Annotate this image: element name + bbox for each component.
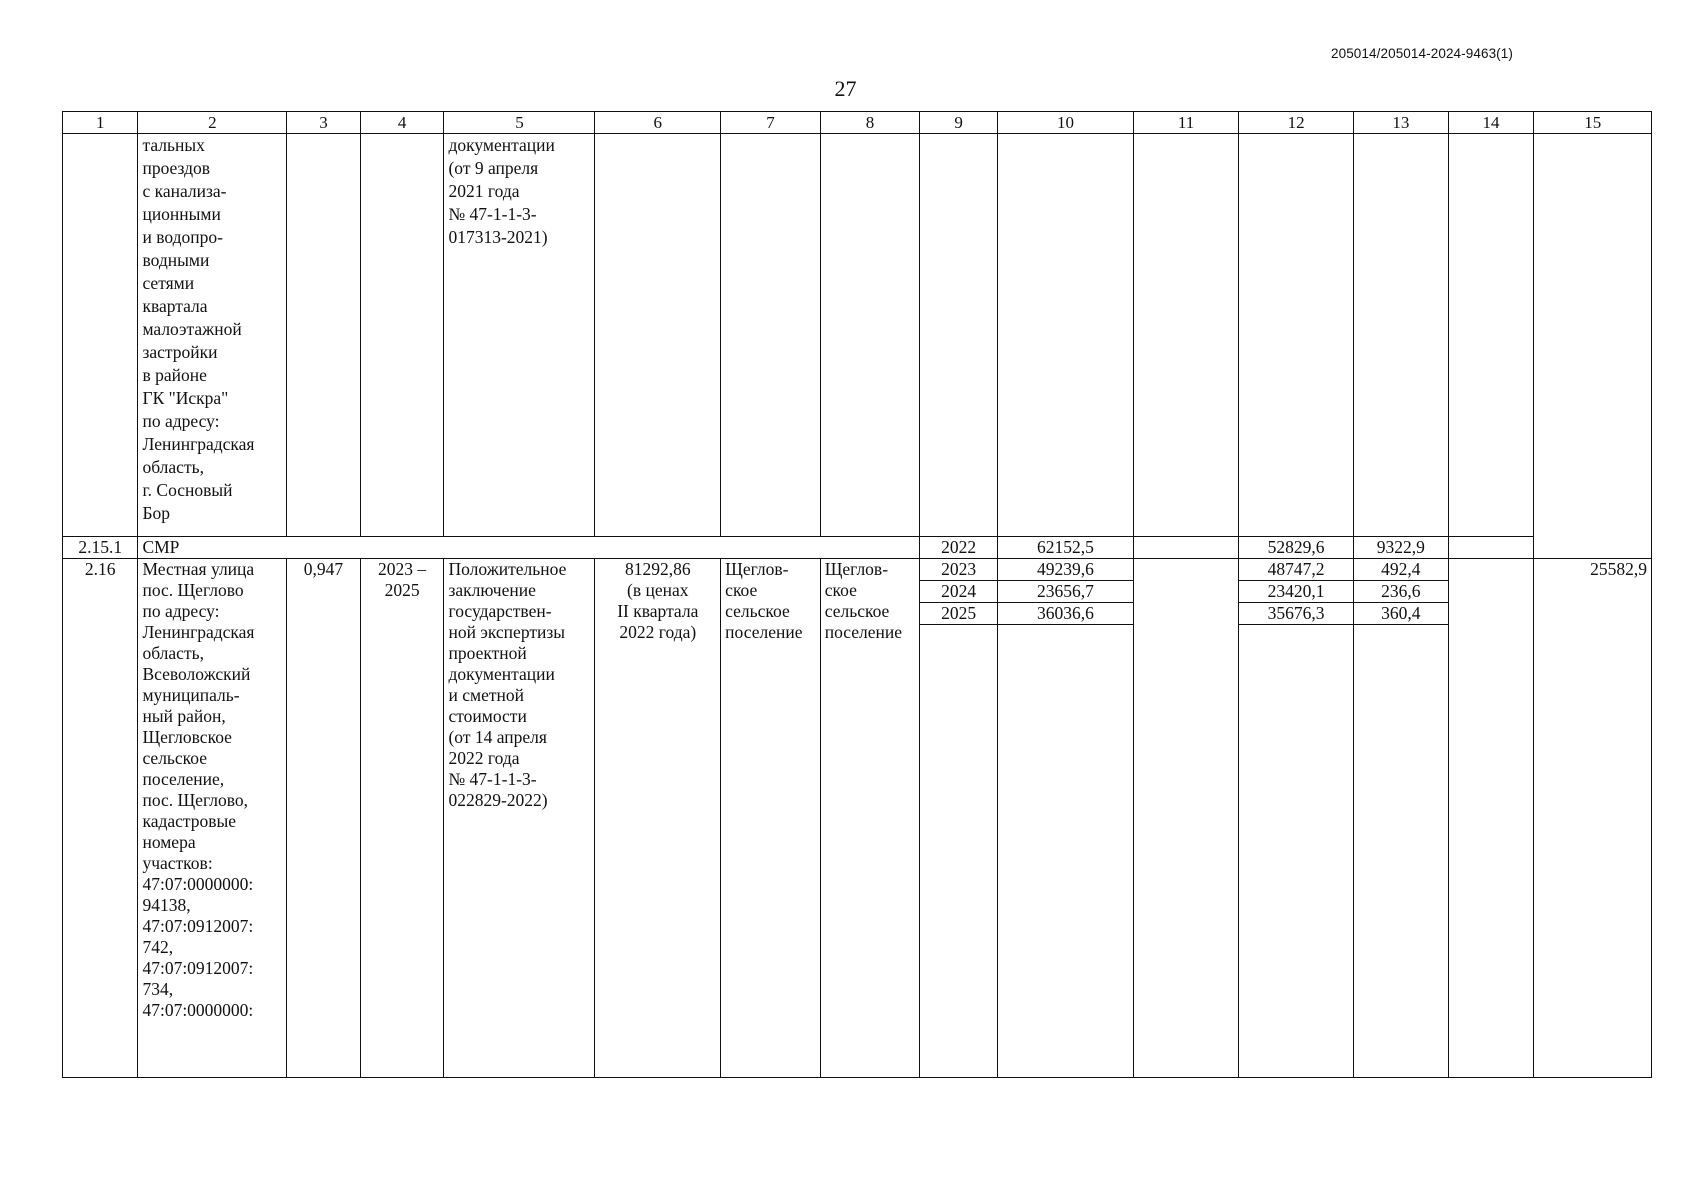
cell xyxy=(1134,537,1239,559)
cell xyxy=(1134,134,1239,537)
column-header: 9 xyxy=(920,112,998,134)
row-number-cell: 2.16 xyxy=(63,559,138,1078)
customer-cell: Щеглов- ское сельское поселение xyxy=(721,559,821,1078)
owner-cell: Щеглов- ское сельское поселение xyxy=(820,559,920,1078)
column-header: 6 xyxy=(595,112,721,134)
cell xyxy=(1354,134,1448,537)
col12-cell: 35676,3 xyxy=(1238,603,1353,625)
col12-cell: 52829,6 xyxy=(1238,537,1353,559)
cell xyxy=(920,134,998,537)
cell xyxy=(63,134,138,537)
col13-cell: 492,4 xyxy=(1354,559,1448,581)
cell xyxy=(1448,134,1534,537)
total-cell: 23656,7 xyxy=(997,581,1133,603)
column-header: 8 xyxy=(820,112,920,134)
cell xyxy=(997,134,1133,537)
table-row-continuation xyxy=(63,134,1652,537)
period-cell: 2023 – 2025 xyxy=(360,559,444,1078)
cell xyxy=(721,134,821,537)
expertise-doc-cell: документации (от 9 апреля 2021 года № 47-1-1-3- 017313-2021) xyxy=(444,134,595,537)
column-number-row xyxy=(63,112,1652,134)
col12-cell: 23420,1 xyxy=(1238,581,1353,603)
column-header: 5 xyxy=(444,112,595,134)
cell xyxy=(1448,537,1534,559)
cell xyxy=(360,134,444,537)
cell xyxy=(1534,134,1652,559)
object-name-cell: Местная улица пос. Щеглово по адресу: Ленинградская область, Всеволожский муниципаль- ный район, Щегловское сельское поселение, пос. Щеглово, кадастровые номера участков: 47:07:0000000: 94138, 47:07:0912007: 742, 47:07:0912007: 734, 47:07:0000000: xyxy=(138,559,287,1078)
column-header: 7 xyxy=(721,112,821,134)
row-number-cell: 2.15.1 xyxy=(63,537,138,559)
cell xyxy=(820,134,920,537)
cell xyxy=(287,134,360,537)
col15-cell: 25582,9 xyxy=(1534,559,1652,1078)
column-header: 13 xyxy=(1354,112,1448,134)
year-cell: 2025 xyxy=(920,603,998,625)
total-cell: 36036,6 xyxy=(997,603,1133,625)
cell xyxy=(1238,625,1353,1078)
table-row-2-15-1 xyxy=(63,537,1652,559)
column-header: 12 xyxy=(1238,112,1353,134)
total-cell: 49239,6 xyxy=(997,559,1133,581)
column-header: 11 xyxy=(1134,112,1239,134)
col13-cell: 236,6 xyxy=(1354,581,1448,603)
col12-cell: 48747,2 xyxy=(1238,559,1353,581)
expertise-doc-cell: Положительное заключение государствен- ной экспертизы проектной документации и сметной стоимости (от 14 апреля 2022 года № 47-1-1-3- 022829-2022) xyxy=(444,559,595,1078)
col13-cell: 9322,9 xyxy=(1354,537,1448,559)
cell xyxy=(1354,625,1448,1078)
cost-cell: 81292,86 (в ценах II квартала 2022 года) xyxy=(595,559,721,1078)
column-header: 2 xyxy=(138,112,287,134)
total-cell: 62152,5 xyxy=(997,537,1133,559)
cell xyxy=(1134,559,1239,1078)
page-number: 27 xyxy=(834,76,857,101)
cell xyxy=(920,625,998,1078)
cell xyxy=(1238,134,1353,537)
year-cell: 2023 xyxy=(920,559,998,581)
column-header: 4 xyxy=(360,112,444,134)
column-header: 14 xyxy=(1448,112,1534,134)
year-cell: 2024 xyxy=(920,581,998,603)
object-name-cell: тальных проездов с канализа- ционными и водопро- водными сетями квартала малоэтажной застройки в районе ГК "Искра" по адресу: Ленинградская область, г. Сосновый Бор xyxy=(138,134,287,537)
cell xyxy=(997,625,1133,1078)
cell xyxy=(595,134,721,537)
year-cell: 2022 xyxy=(920,537,998,559)
document-registration-number: 205014/205014-2024-9463(1) xyxy=(1330,46,1513,61)
table-row-2-16 xyxy=(63,559,1652,581)
investment-table xyxy=(62,111,1652,1078)
column-header: 3 xyxy=(287,112,360,134)
cell xyxy=(1448,559,1534,1078)
length-cell: 0,947 xyxy=(287,559,360,1078)
column-header: 1 xyxy=(63,112,138,134)
col13-cell: 360,4 xyxy=(1354,603,1448,625)
row-label-cell: СМР xyxy=(138,537,920,559)
column-header: 15 xyxy=(1534,112,1652,134)
column-header: 10 xyxy=(997,112,1133,134)
